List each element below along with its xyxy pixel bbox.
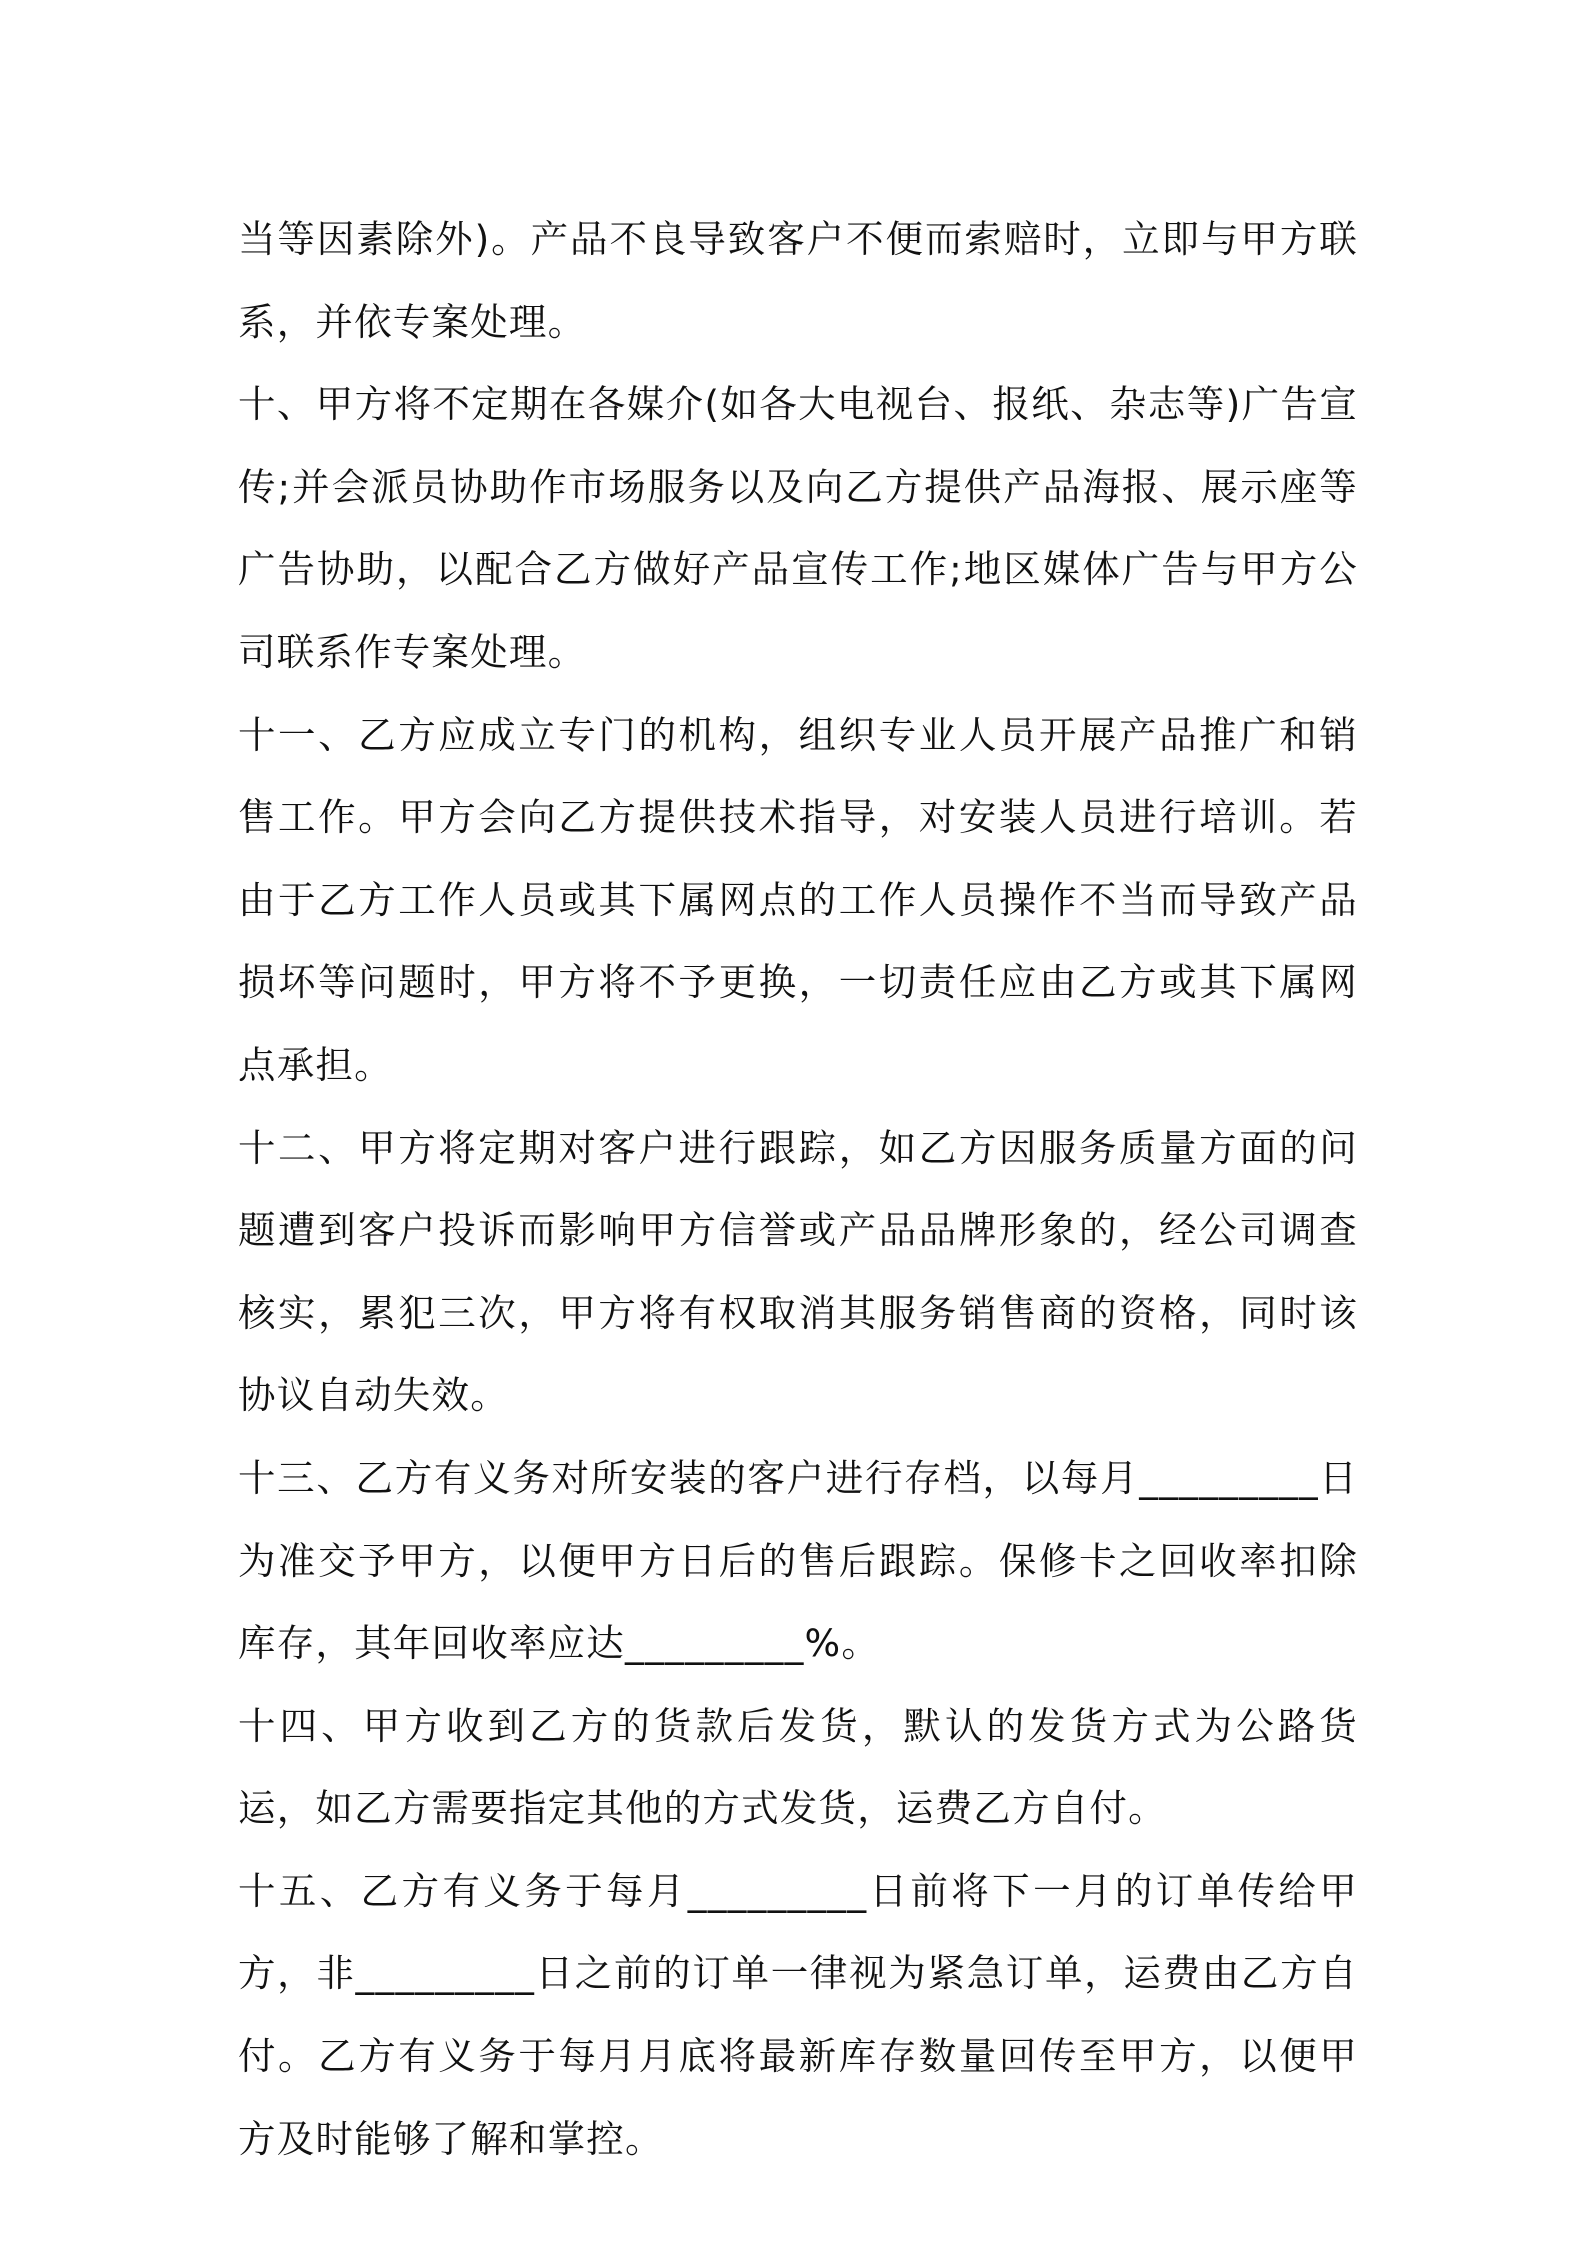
clause-10: 十、甲方将不定期在各媒介(如各大电视台、报纸、杂志等)广告宣传;并会派员协助作市场服务以及向乙方提供产品海报、展示座等广告协助，以配合乙方做好产品宣传工作;地区媒体广告与甲方公司联系作专案处理。: [238, 382, 1358, 674]
clause-14: 十四、甲方收到乙方的货款后发货，默认的发货方式为公路货运，如乙方需要指定其他的方式发货，运费乙方自付。: [238, 1703, 1358, 1831]
clause-13: 十三、乙方有义务对所安装的客户进行存档，以每月_________日为准交予甲方，以便甲方日后的售后跟踪。保修卡之回收率扣除库存，其年回收率应达_________%。: [238, 1455, 1358, 1666]
clause-15: 十五、乙方有义务于每月_________日前将下一月的订单传给甲方，非_________日之前的订单一律视为紧急订单，运费由乙方自付。乙方有义务于每月月底将最新库存数量回传至甲方，以便甲方及时能够了解和掌控。: [238, 1868, 1358, 2161]
clause-12: 十二、甲方将定期对客户进行跟踪，如乙方因服务质量方面的问题遭到客户投诉而影响甲方信誉或产品品牌形象的，经公司调查核实，累犯三次，甲方将有权取消其服务销售商的资格，同时该协议自动失效。: [238, 1125, 1358, 1418]
paragraph-continuation: 当等因素除外)。产品不良导致客户不便而索赔时，立即与甲方联系，并依专案处理。: [238, 217, 1358, 344]
document-body: [238, 198, 1358, 2180]
clause-11: 十一、乙方应成立专门的机构，组织专业人员开展产品推广和销售工作。甲方会向乙方提供技术指导，对安装人员进行培训。若由于乙方工作人员或其下属网点的工作人员操作不当而导致产品损坏等问题时，甲方将不予更换，一切责任应由乙方或其下属网点承担。: [238, 712, 1358, 1087]
